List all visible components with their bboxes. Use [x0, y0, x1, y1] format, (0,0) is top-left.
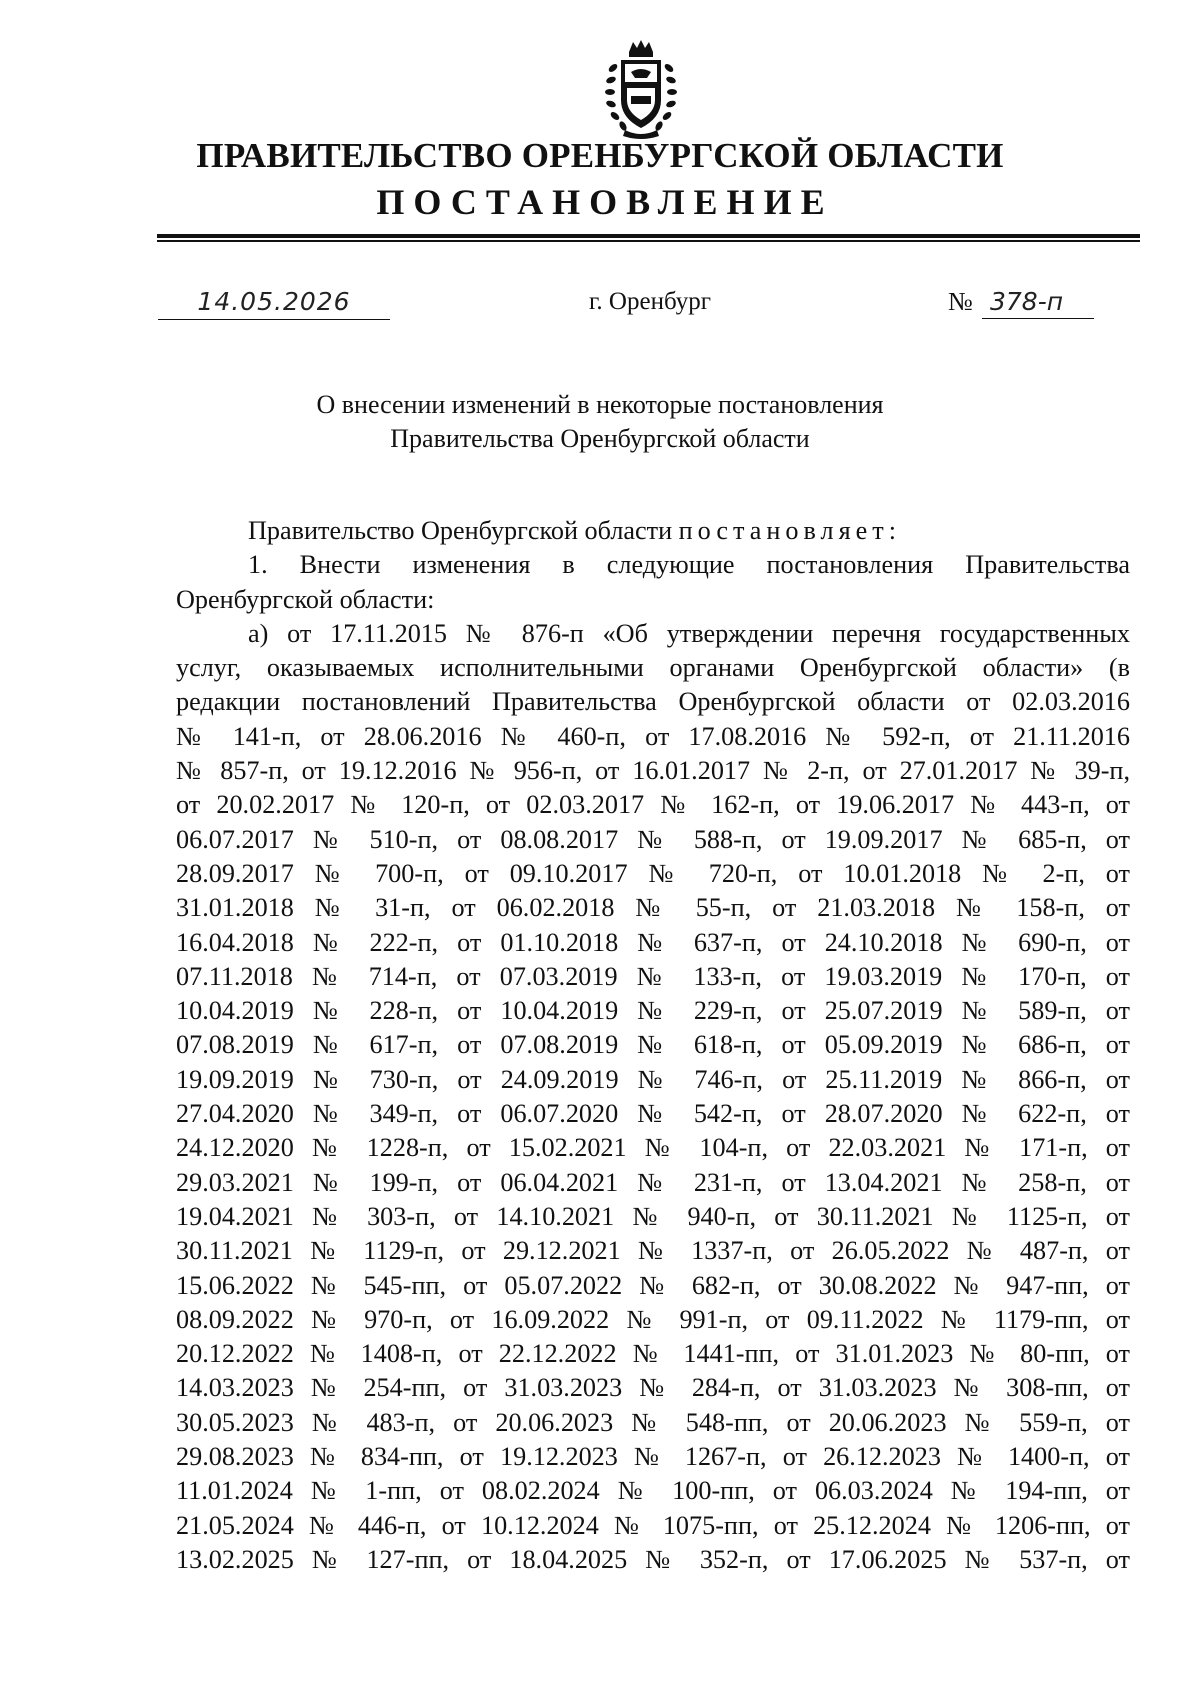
- amendment-line: 06.07.2017 № 510-п, от 08.08.2017 № 588-п, от 19.09.2017 № 685-п, от: [176, 824, 1130, 854]
- amendment-line: 21.05.2024 № 446-п, от 10.12.2024 № 1075-пп, от 25.12.2024 № 1206-пп, от: [176, 1510, 1130, 1540]
- amendment-line: 11.01.2024 № 1-пп, от 08.02.2024 № 100-пп, от 06.03.2024 № 194-пп, от: [176, 1476, 1130, 1506]
- amendment-line: 31.01.2018 № 31-п, от 06.02.2018 № 55-п, от 21.03.2018 № 158-п, от: [176, 893, 1130, 923]
- document-number: 378-п: [982, 285, 1094, 319]
- intro-spaced-verb: постановляет:: [678, 516, 901, 545]
- amendment-line: 19.04.2021 № 303-п, от 14.10.2021 № 940-п, от 30.11.2021 № 1125-п, от: [176, 1201, 1130, 1231]
- intro-paragraph: [176, 514, 1130, 548]
- amendment-line: редакции постановлений Правительства Оренбургской области от 02.03.2016: [176, 687, 1130, 717]
- document-subject: [0, 388, 1200, 456]
- amendment-line: 15.06.2022 № 545-пп, от 05.07.2022 № 682-п, от 30.08.2022 № 947-пп, от: [176, 1270, 1130, 1300]
- amendment-line: 30.05.2023 № 483-п, от 20.06.2023 № 548-пп, от 20.06.2023 № 559-п, от: [176, 1407, 1130, 1437]
- document-date: 14.05.2026: [158, 285, 390, 320]
- amendment-list: [176, 617, 1130, 1577]
- amendment-line: 20.12.2022 № 1408-п, от 22.12.2022 № 1441-пп, от 31.01.2023 № 80-пп, от: [176, 1339, 1130, 1369]
- header-rule-thick: [157, 234, 1140, 238]
- amendment-line: 29.08.2023 № 834-пп, от 19.12.2023 № 1267-п, от 26.12.2023 № 1400-п, от: [176, 1442, 1130, 1472]
- item-1-line-2: Оренбургской области:: [176, 584, 435, 614]
- amendment-line: услуг, оказываемых исполнительными органами Оренбургской области» (в: [176, 653, 1130, 683]
- header-rule-thin: [157, 240, 1140, 242]
- document-number-label: №: [948, 287, 973, 316]
- intro-prefix: Правительство Оренбургской области: [248, 516, 679, 545]
- amendment-line: 28.09.2017 № 700-п, от 09.10.2017 № 720-п, от 10.01.2018 № 2-п, от: [176, 858, 1130, 888]
- amendment-line: а) от 17.11.2015 № 876-п «Об утверждении перечня государственных: [248, 618, 1130, 648]
- amendment-line: 30.11.2021 № 1129-п, от 29.12.2021 № 1337-п, от 26.05.2022 № 487-п, от: [176, 1236, 1130, 1266]
- coat-of-arms-emblem: [603, 38, 679, 142]
- amendment-line: 16.04.2018 № 222-п, от 01.10.2018 № 637-п, от 24.10.2018 № 690-п, от: [176, 927, 1130, 957]
- amendment-line: 27.04.2020 № 349-п, от 06.07.2020 № 542-п, от 28.07.2020 № 622-п, от: [176, 1099, 1130, 1129]
- amendment-line: 08.09.2022 № 970-п, от 16.09.2022 № 991-п, от 09.11.2022 № 1179-пп, от: [176, 1304, 1130, 1334]
- amendment-line: 07.11.2018 № 714-п, от 07.03.2019 № 133-п, от 19.03.2019 № 170-п, от: [176, 961, 1130, 991]
- amendment-line: 14.03.2023 № 254-пп, от 31.03.2023 № 284-п, от 31.03.2023 № 308-пп, от: [176, 1373, 1130, 1403]
- amendment-line: 19.09.2019 № 730-п, от 24.09.2019 № 746-п, от 25.11.2019 № 866-п, от: [176, 1064, 1130, 1094]
- subject-line-2: Правительства Оренбургской области: [390, 424, 810, 453]
- document-city: г. Оренбург: [589, 288, 711, 315]
- amendment-line: 29.03.2021 № 199-п, от 06.04.2021 № 231-п, от 13.04.2021 № 258-п, от: [176, 1167, 1130, 1197]
- document-kind: ПОСТАНОВЛЕНИЕ: [376, 182, 834, 222]
- amendment-line: 10.04.2019 № 228-п, от 10.04.2019 № 229-п, от 25.07.2019 № 589-п, от: [176, 996, 1130, 1026]
- subject-line-1: О внесении изменений в некоторые постановления: [316, 390, 884, 419]
- document-body: [176, 514, 1130, 1577]
- amendment-line: № 857-п, от 19.12.2016 № 956-п, от 16.01.2017 № 2-п, от 27.01.2017 № 39-п,: [176, 756, 1130, 786]
- amendment-line: 07.08.2019 № 617-п, от 07.08.2019 № 618-п, от 05.09.2019 № 686-п, от: [176, 1030, 1130, 1060]
- amendment-line: № 141-п, от 28.06.2016 № 460-п, от 17.08.2016 № 592-п, от 21.11.2016: [176, 721, 1130, 751]
- organization-title: ПРАВИТЕЛЬСТВО ОРЕНБУРГСКОЙ ОБЛАСТИ: [196, 136, 1004, 175]
- amendment-line: 24.12.2020 № 1228-п, от 15.02.2021 № 104-п, от 22.03.2021 № 171-п, от: [176, 1133, 1130, 1163]
- item-1-line-1: 1. Внести изменения в следующие постановления Правительства: [248, 550, 1130, 580]
- amendment-line: от 20.02.2017 № 120-п, от 02.03.2017 № 162-п, от 19.06.2017 № 443-п, от: [176, 790, 1130, 820]
- amendment-line: 13.02.2025 № 127-пп, от 18.04.2025 № 352-п, от 17.06.2025 № 537-п, от: [176, 1544, 1130, 1574]
